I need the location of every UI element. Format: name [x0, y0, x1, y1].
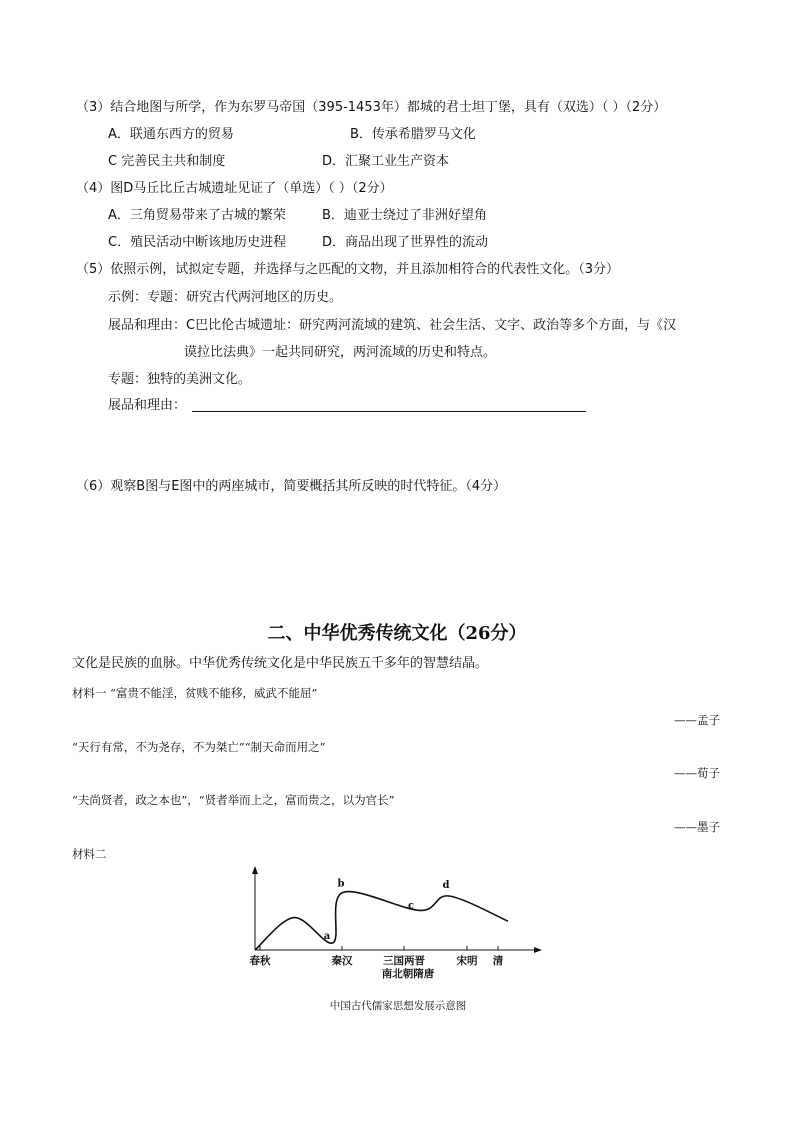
x-tick-label-1: 秦汉	[331, 955, 353, 967]
q3-option-a: A．联通东西方的贸易	[108, 127, 234, 142]
q5-reason-line2: 谟拉比法典》一起共同研究，两河流域的历史和特点。	[184, 345, 497, 360]
q4-option-d: D．商品出现了世界性的流动	[322, 235, 489, 250]
x-tick-label-0: 春秋	[249, 955, 271, 967]
x-tick-label-2: 三国两晋	[383, 955, 425, 967]
q5-example: 示例：专题：研究古代两河地区的历史。	[108, 290, 343, 305]
point-label-d: d	[442, 880, 450, 891]
q5-topic: 专题：独特的美洲文化。	[108, 372, 252, 387]
q3-option-b: B．传承希腊罗马文化	[350, 127, 476, 142]
q3-option-c: C 完善民主共和制度	[108, 154, 226, 169]
y-axis-arrow	[252, 866, 258, 874]
q5-reason-line1: 展品和理由：C巴比伦古城遗址：研究两河流域的建筑、社会生活、文字、政治等多个方面，与《汉	[108, 318, 677, 333]
material1-quote-1: 材料一 “富贵不能淫，贫贱不能移，威武不能屈”	[72, 686, 318, 700]
q5-stem: （5）依照示例，试拟定专题，并选择与之匹配的文物，并且添加相符合的代表性文化。（3分）	[76, 262, 620, 277]
q4-option-a: A．三角贸易带来了古城的繁荣	[108, 208, 286, 223]
q6-stem: （6）观察B图与E图中的两座城市，简要概括其所反映的时代特征。（4分）	[76, 479, 507, 494]
point-label-b: b	[337, 878, 345, 890]
material1-source-2: ——荀子	[674, 766, 720, 780]
section2-title: 二、中华优秀传统文化（26分）	[267, 623, 527, 644]
material2-label: 材料二	[72, 847, 107, 861]
confucian-development-chart	[240, 862, 560, 1022]
q4-option-b: B．迪亚士绕过了非洲好望角	[322, 208, 487, 223]
category-sublabel: 南北朝隋唐	[381, 968, 435, 980]
material1-source-1: ——孟子	[674, 713, 720, 727]
x-tick-label-4: 清	[492, 955, 504, 967]
point-label-c: c	[407, 900, 415, 912]
q3-stem: （3）结合地图与所学，作为东罗马帝国（395-1453年）都城的君士坦丁堡，具有（双选）（ ）（2分）	[76, 100, 667, 115]
section2-intro: 文化是民族的血脉。中华优秀传统文化是中华民族五千多年的智慧结晶。	[72, 656, 489, 671]
material1-quote-2: “天行有常，不为尧存，不为桀亡”“制天命而用之”	[72, 740, 326, 754]
x-axis-arrow	[534, 947, 542, 953]
development-curve	[255, 892, 508, 950]
material1-source-3: ——墨子	[674, 820, 720, 834]
q5-answer-label: 展品和理由：	[108, 398, 187, 413]
q4-stem: （4）图D马丘比丘古城遗址见证了（单选）（ ）（2分）	[76, 181, 393, 196]
x-tick-label-3: 宋明	[456, 955, 478, 967]
q5-answer-line[interactable]	[192, 411, 586, 412]
q4-option-c: C．殖民活动中断该地历史进程	[108, 235, 287, 250]
q3-option-d: D．汇聚工业生产资本	[322, 154, 450, 169]
point-label-a: a	[323, 930, 331, 942]
material1-quote-3: “夫尚贤者，政之本也”，“贤者举而上之，富而贵之，以为官长”	[72, 793, 395, 807]
chart-title: 中国古代儒家思想发展示意图	[329, 1000, 467, 1012]
